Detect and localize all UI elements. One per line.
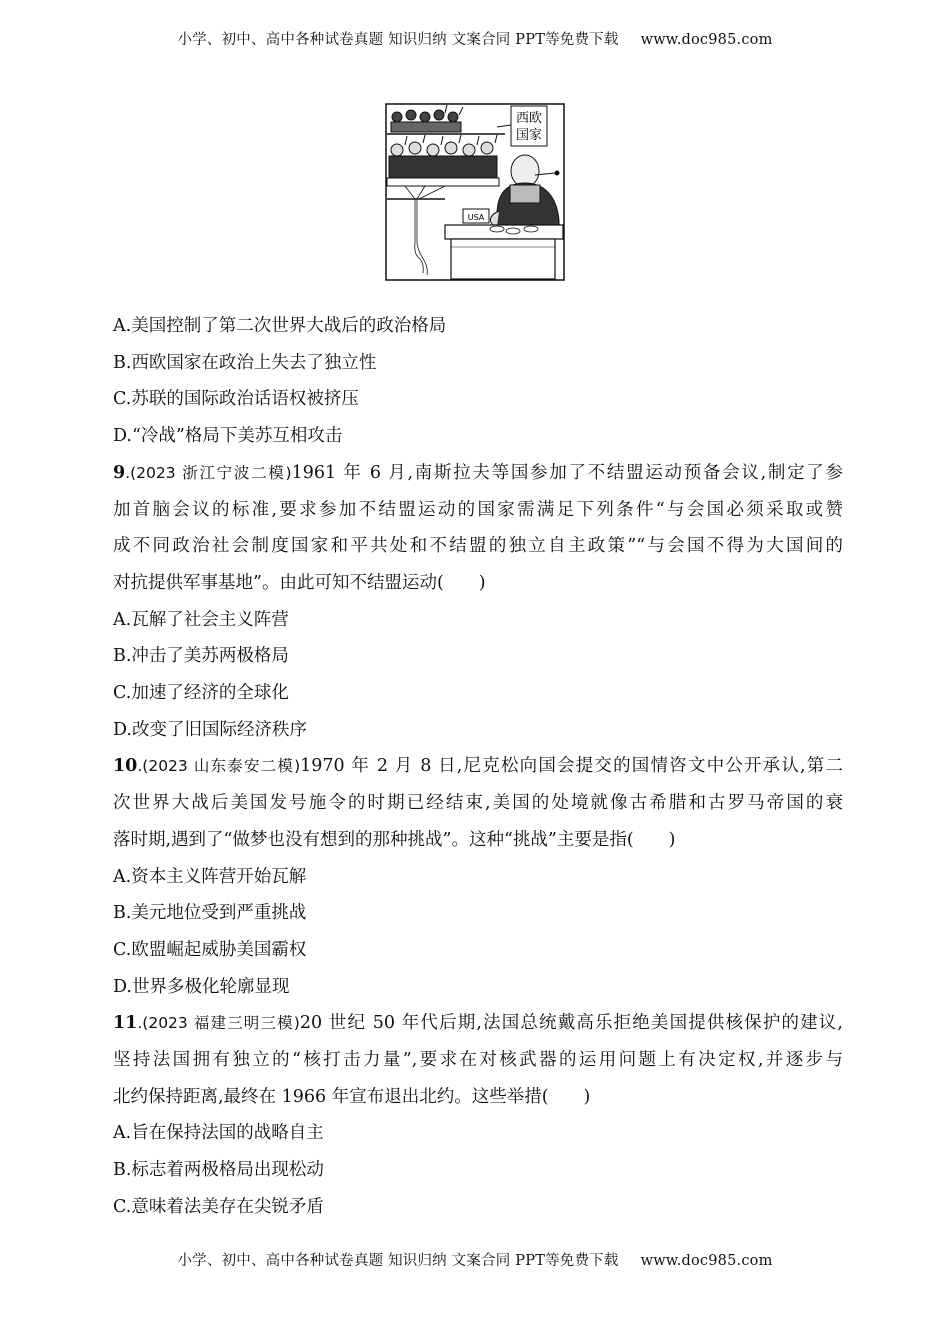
- footer-site: www.doc985.com: [640, 1253, 773, 1269]
- q8-option-c: C.苏联的国际政治话语权被挤压: [113, 389, 359, 410]
- q8-option-d: D.“冷战”格局下美苏互相攻击: [113, 426, 343, 447]
- q10-stem-3: 落时期,遇到了“做梦也没有想到的那种挑战”。这种“挑战”主要是指( ): [113, 829, 676, 850]
- q9-source: .(2023 浙江宁波二模): [125, 463, 292, 482]
- header-site: www.doc985.com: [640, 32, 773, 48]
- q10-option-b: B.美元地位受到严重挑战: [113, 903, 307, 924]
- header-text: 小学、初中、高中各种试卷真题 知识归纳 文案合同 PPT等免费下载: [177, 32, 619, 48]
- cartoon-label-2: 国家: [515, 128, 543, 143]
- q11-option-b: B.标志着两极格局出现松动: [113, 1160, 324, 1181]
- q10-option-c: C.欧盟崛起威胁美国霸权: [113, 939, 307, 960]
- footer-text: 小学、初中、高中各种试卷真题 知识归纳 文案合同 PPT等免费下载: [177, 1253, 619, 1269]
- q10-stem-line: [113, 748, 843, 785]
- q10-stem-1: 1970 年 2 月 8 日,尼克松向国会提交的国情咨文中公开承认,第二: [300, 756, 843, 777]
- q11-stem-line: [113, 1005, 843, 1042]
- q8-option-b: B.西欧国家在政治上失去了独立性: [113, 352, 377, 373]
- q10-number: 10: [113, 756, 138, 777]
- q9-option-a: A.瓦解了社会主义阵营: [113, 609, 289, 630]
- q11-number: 11: [113, 1013, 138, 1034]
- q9-stem-1: 1961 年 6 月,南斯拉夫等国参加了不结盟运动预备会议,制定了参: [291, 462, 843, 483]
- q11-source: .(2023 福建三明三模): [137, 1014, 300, 1033]
- question-content: [113, 308, 843, 1226]
- q9-number: 9: [113, 462, 126, 483]
- q10-source: .(2023 山东泰安二模): [137, 757, 301, 776]
- q9-option-d: D.改变了旧国际经济秩序: [113, 719, 307, 740]
- q9-option-b: B.冲击了美苏两极格局: [113, 646, 289, 667]
- q11-stem-2: 坚持法国拥有独立的“核打击力量”,要求在对核武器的运用问题上有决定权,并逐步与: [113, 1050, 843, 1071]
- page-footer: [0, 1249, 950, 1270]
- q9-stem-3: 成不同政治社会制度国家和平共处和不结盟的独立自主政策”“与会国不得为大国间的: [113, 536, 843, 557]
- cartoon-illustration: [385, 103, 565, 281]
- q11-option-a: A.旨在保持法国的战略自主: [113, 1123, 324, 1144]
- q10-option-d: D.世界多极化轮廓显现: [113, 976, 290, 997]
- q9-option-c: C.加速了经济的全球化: [113, 683, 289, 704]
- q9-stem-line: [113, 455, 843, 492]
- q8-option-a: A.美国控制了第二次世界大战后的政治格局: [113, 316, 447, 336]
- q9-stem-2: 加首脑会议的标准,要求参加不结盟运动的国家需满足下列条件“与会国必须采取或赞: [113, 499, 843, 520]
- page-header: [0, 28, 950, 49]
- q11-stem-3: 北约保持距离,最终在 1966 年宣布退出北约。这些举措( ): [113, 1086, 591, 1107]
- q11-stem-1: 20 世纪 50 年代后期,法国总统戴高乐拒绝美国提供核保护的建议,: [299, 1013, 843, 1034]
- q10-option-a: A.资本主义阵营开始瓦解: [113, 866, 307, 887]
- q9-stem-4: 对抗提供军事基地”。由此可知不结盟运动( ): [113, 572, 486, 593]
- cartoon-label-1: 西欧: [515, 111, 543, 126]
- q10-stem-2: 次世界大战后美国发号施令的时期已经结束,美国的处境就像古希腊和古罗马帝国的衰: [113, 793, 843, 814]
- q11-option-c: C.意味着法美存在尖锐矛盾: [113, 1196, 324, 1217]
- cartoon-usa-tag: USA: [467, 213, 485, 222]
